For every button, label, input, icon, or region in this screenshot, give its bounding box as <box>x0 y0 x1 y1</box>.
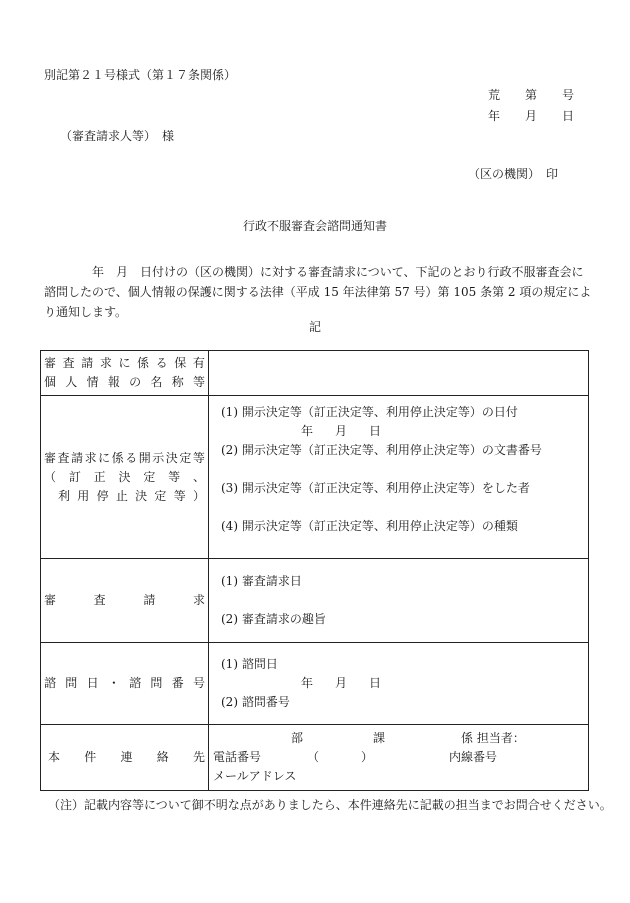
spacer <box>215 498 582 517</box>
contact-phone-label: 電話番号 <box>213 750 262 764</box>
contact-phone-open: （ <box>307 750 320 764</box>
label-char: 求 <box>84 450 97 465</box>
contact-section: 課 <box>373 731 386 745</box>
disclosure-item-doc-number: (2) 開示決定等（訂正決定等、利用停止決定等）の文書番号 <box>221 443 542 457</box>
label-char: 正 <box>93 469 106 484</box>
label-char: 利 <box>58 488 71 503</box>
value-personal-info[interactable] <box>209 351 589 396</box>
label-char: 絡 <box>156 750 169 764</box>
label-char: の <box>129 375 142 389</box>
label-char: 決 <box>135 488 148 503</box>
label-review-request <box>41 559 209 643</box>
label-char: 件 <box>84 750 97 764</box>
label-char: 人 <box>65 375 78 389</box>
document-title: 行政不服審査会諮問通知書 <box>242 219 387 233</box>
contact-extension-label: 内線番号 <box>449 750 498 764</box>
label-char: 諮 <box>129 676 142 690</box>
value-review-request <box>209 559 589 643</box>
document-number-prefix: 荒 <box>488 88 501 102</box>
value-consultation <box>209 643 589 725</box>
label-char: 求 <box>99 356 112 370</box>
label-consultation-line <box>44 674 205 693</box>
disclosure-day: 日 <box>368 424 381 438</box>
label-char: 決 <box>118 469 131 484</box>
label-char: に <box>118 356 131 370</box>
label-char: に <box>98 450 111 465</box>
label-char: ） <box>192 488 205 503</box>
review-request-date: (1) 審査請求日 <box>221 574 302 588</box>
label-char: 決 <box>165 450 178 465</box>
label-char: 個 <box>44 375 57 389</box>
consultation-day: 日 <box>368 676 381 690</box>
disclosure-year: 年 <box>301 424 314 438</box>
label-char: （ <box>44 469 57 484</box>
consultation-number: (2) 諮問番号 <box>221 695 290 709</box>
label-char: 求 <box>192 593 205 607</box>
label-char: 先 <box>192 750 205 764</box>
label-char: る <box>125 450 138 465</box>
ki-heading: 記 <box>308 320 321 334</box>
label-char: 等 <box>192 450 205 465</box>
label-char: 等 <box>192 375 205 389</box>
label-contact-line <box>44 748 205 767</box>
value-disclosure-decision <box>209 396 589 559</box>
label-char: 止 <box>115 488 128 503</box>
contact-line-phone <box>213 748 584 767</box>
table-row-consultation <box>41 643 589 725</box>
label-char: 示 <box>152 450 165 465</box>
label-char: 請 <box>81 356 94 370</box>
label-char: 保 <box>174 356 187 370</box>
disclosure-date-fields[interactable] <box>215 422 381 441</box>
label-disclosure-decision <box>41 396 209 559</box>
disclosure-item-issuer: (3) 開示決定等（訂正決定等、利用停止決定等）をした者 <box>221 481 530 495</box>
consultation-year: 年 <box>301 676 314 690</box>
label-char: 等 <box>168 469 181 484</box>
date-day: 日 <box>561 109 574 123</box>
form-number: 別記第２１号様式（第１７条関係） <box>44 68 237 82</box>
contact-phone-close: ） <box>361 750 374 764</box>
label-char: 請 <box>71 450 84 465</box>
label-char: 名 <box>150 375 163 389</box>
label-personal-info <box>41 351 209 396</box>
label-char: る <box>155 356 168 370</box>
label-char: 問 <box>150 676 163 690</box>
label-char: 用 <box>77 488 90 503</box>
label-char: 本 <box>48 750 61 764</box>
table-row-disclosure-decision <box>41 396 589 559</box>
consultation-date-fields[interactable] <box>215 674 381 693</box>
document-number <box>488 89 574 101</box>
document-number-dai: 第 <box>524 88 537 102</box>
consultation-table <box>40 350 589 791</box>
body-paragraph: 年 月 日付けの（区の機関）に対する審査請求について、下記のとおり行政不服審査会に諮問したので、個人情報の保護に関する法律（平成 15 年法律第 57 号）第 105 条第 2 項の規定により通知します。 <box>44 265 592 319</box>
label-char: 番 <box>171 676 184 690</box>
issuer-seal: （区の機関） 印 <box>468 167 559 181</box>
label-char: 定 <box>143 469 156 484</box>
label-char: 問 <box>65 676 78 690</box>
label-disclosure-decision-line3 <box>44 487 205 506</box>
contact-dept: 部 <box>291 731 304 745</box>
value-contact <box>209 725 589 791</box>
label-disclosure-decision-line2 <box>44 468 205 487</box>
table-row-personal-info <box>41 351 589 396</box>
date-year: 年 <box>488 109 501 123</box>
label-char: 号 <box>192 676 205 690</box>
table-row-review-request <box>41 559 589 643</box>
label-char: 訂 <box>68 469 81 484</box>
label-char: 審 <box>44 450 57 465</box>
label-personal-info-line1 <box>44 354 205 373</box>
disclosure-item-type: (4) 開示決定等（訂正決定等、利用停止決定等）の種類 <box>221 519 518 533</box>
label-char: ・ <box>107 676 120 690</box>
document-number-go: 号 <box>561 88 574 102</box>
label-char: 停 <box>96 488 109 503</box>
label-disclosure-decision-line1 <box>44 449 205 468</box>
footnote: （注）記載内容等について御不明な点がありましたら、本件連絡先に記載の担当までお問合せください。 <box>48 798 612 812</box>
label-char: 査 <box>57 450 70 465</box>
contact-email-label: メールアドレス <box>213 769 297 783</box>
spacer <box>215 460 582 479</box>
label-char: 日 <box>86 676 99 690</box>
label-char: 連 <box>120 750 133 764</box>
addressee: （審査請求人等） 様 <box>60 129 175 143</box>
label-char: 審 <box>44 593 57 607</box>
label-char: 称 <box>171 375 184 389</box>
label-char: 定 <box>154 488 167 503</box>
date-month: 月 <box>524 109 537 123</box>
spacer <box>215 591 582 610</box>
label-char: 係 <box>137 356 150 370</box>
contact-person: 係 担当者： <box>461 731 525 745</box>
label-char: 情 <box>86 375 99 389</box>
label-char: 等 <box>173 488 186 503</box>
label-char: 請 <box>143 593 156 607</box>
label-review-request-line <box>44 591 205 610</box>
label-char: 報 <box>107 375 120 389</box>
disclosure-month: 月 <box>334 424 347 438</box>
label-char: 諮 <box>44 676 57 690</box>
label-personal-info-line2 <box>44 373 205 392</box>
label-char: 係 <box>111 450 124 465</box>
label-consultation <box>41 643 209 725</box>
label-contact <box>41 725 209 791</box>
label-char: 定 <box>179 450 192 465</box>
disclosure-item-date: (1) 開示決定等（訂正決定等、利用停止決定等）の日付 <box>221 405 518 419</box>
review-request-purpose: (2) 審査請求の趣旨 <box>221 612 326 626</box>
label-char: 査 <box>62 356 75 370</box>
label-char: 審 <box>44 356 57 370</box>
document-date <box>488 110 574 122</box>
table-row-contact <box>41 725 589 791</box>
consultation-month: 月 <box>334 676 347 690</box>
contact-line-dept <box>213 729 584 748</box>
label-char: 有 <box>192 356 205 370</box>
label-char: 、 <box>192 469 205 484</box>
consultation-date: (1) 諮問日 <box>221 657 278 671</box>
label-char: 開 <box>138 450 151 465</box>
label-char: 査 <box>93 593 106 607</box>
